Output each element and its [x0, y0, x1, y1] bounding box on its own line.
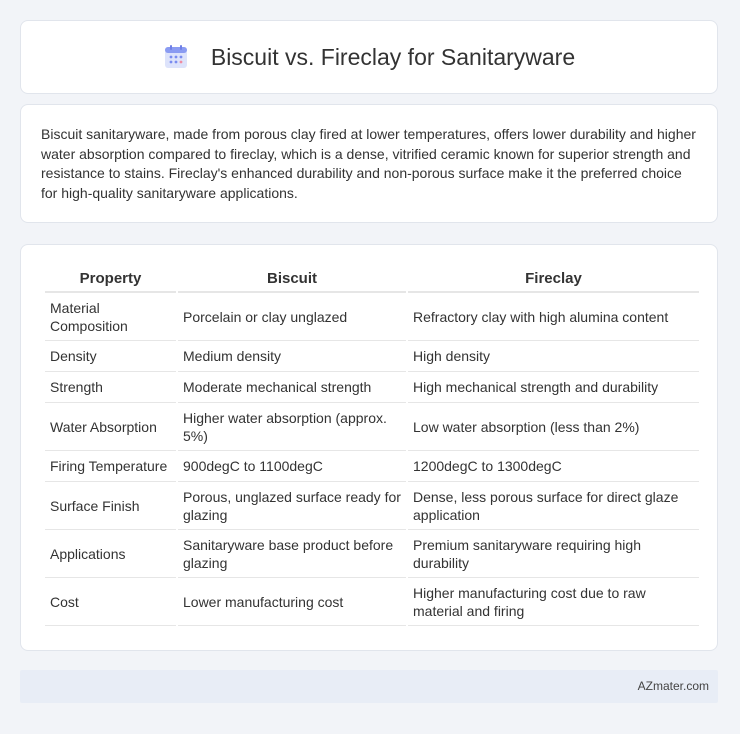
- fireclay-cell: Refractory clay with high alumina content: [408, 293, 699, 341]
- header-property: Property: [45, 265, 176, 293]
- fireclay-cell: Low water absorption (less than 2%): [408, 403, 699, 451]
- header-fireclay: Fireclay: [408, 265, 699, 293]
- biscuit-cell: Higher water absorption (approx. 5%): [178, 403, 406, 451]
- table-row: [45, 341, 699, 372]
- biscuit-cell: Porous, unglazed surface ready for glazing: [178, 482, 406, 530]
- biscuit-cell: Sanitaryware base product before glazing: [178, 530, 406, 578]
- fireclay-cell: Dense, less porous surface for direct glaze application: [408, 482, 699, 530]
- property-cell: Density: [45, 341, 176, 372]
- table-row: [45, 578, 699, 626]
- property-cell: Surface Finish: [45, 482, 176, 530]
- table-row: [45, 530, 699, 578]
- title-card: [20, 20, 718, 94]
- description-text: Biscuit sanitaryware, made from porous clay fired at lower temperatures, offers lower durability and higher water absorption compared to fireclay, which is a dense, vitrified ceramic known for superior strength and resistance to stains. Fireclay's enhanced durability and non-porous surface make it the preferred choice for high-quality sanitaryware applications.: [41, 126, 696, 201]
- footer-brand[interactable]: AZmater.com: [637, 679, 709, 693]
- footer: [20, 670, 718, 703]
- property-cell: Cost: [45, 578, 176, 626]
- page-title: Biscuit vs. Fireclay for Sanitaryware: [210, 43, 576, 70]
- calendar-grid-icon: [163, 44, 189, 70]
- table-row: [45, 372, 699, 403]
- description-card: [20, 104, 718, 223]
- property-cell: Firing Temperature: [45, 451, 176, 482]
- fireclay-cell: High mechanical strength and durability: [408, 372, 699, 403]
- property-cell: Strength: [45, 372, 176, 403]
- fireclay-cell: Premium sanitaryware requiring high durability: [408, 530, 699, 578]
- biscuit-cell: 900degC to 1100degC: [178, 451, 406, 482]
- header-biscuit: Biscuit: [178, 265, 406, 293]
- fireclay-cell: Higher manufacturing cost due to raw material and firing: [408, 578, 699, 626]
- table-row: [45, 482, 699, 530]
- table-row: [45, 451, 699, 482]
- fireclay-cell: High density: [408, 341, 699, 372]
- property-cell: Material Composition: [45, 293, 176, 341]
- biscuit-cell: Lower manufacturing cost: [178, 578, 406, 626]
- table-header-row: [45, 265, 699, 293]
- comparison-table: [43, 265, 701, 626]
- table-row: [45, 403, 699, 451]
- table-row: [45, 293, 699, 341]
- property-cell: Water Absorption: [45, 403, 176, 451]
- property-cell: Applications: [45, 530, 176, 578]
- biscuit-cell: Medium density: [178, 341, 406, 372]
- fireclay-cell: 1200degC to 1300degC: [408, 451, 699, 482]
- comparison-card: [20, 244, 718, 651]
- biscuit-cell: Porcelain or clay unglazed: [178, 293, 406, 341]
- biscuit-cell: Moderate mechanical strength: [178, 372, 406, 403]
